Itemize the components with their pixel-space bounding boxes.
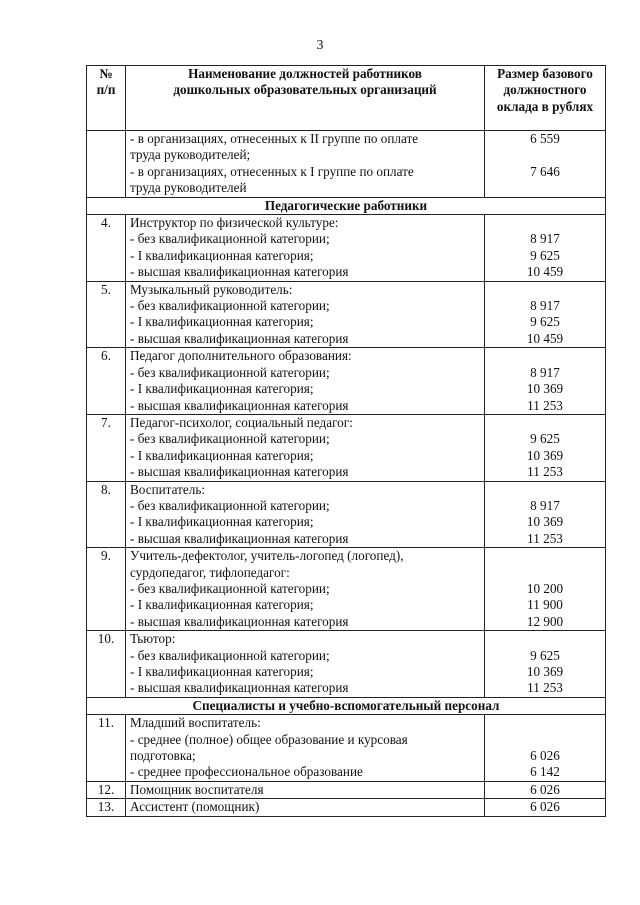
row-value: 9 625 [530, 647, 560, 663]
salary-table [86, 65, 606, 817]
row-number: 10. [87, 631, 126, 698]
row-value [489, 482, 601, 498]
row-value: 6 142 [530, 764, 560, 780]
row-value: 9 625 [530, 314, 560, 330]
row-value: 6 026 [530, 799, 560, 815]
row-line: - в организациях, отнесенных к I группе по оплате [130, 163, 414, 179]
header-position-name [126, 66, 485, 131]
row-salary [485, 781, 606, 798]
row-line: - высшая квалификационная категория [130, 264, 349, 280]
row-line: сурдопедагог, тифлопедагог: [130, 564, 290, 580]
row-salary [485, 631, 606, 698]
row-value: 7 646 [530, 163, 560, 179]
row-line: - без квалификационной категории; [130, 364, 330, 380]
row-value: 6 026 [530, 781, 560, 797]
section-title: Специалисты и учебно-вспомогательный персонал [87, 697, 606, 714]
row-salary [485, 799, 606, 816]
row-value [489, 715, 601, 731]
row-position-name [126, 414, 485, 481]
table-row [87, 414, 606, 481]
table-row [87, 781, 606, 798]
section-title: Педагогические работники [87, 197, 606, 214]
page-number: 3 [316, 38, 324, 53]
row-value [489, 180, 601, 196]
row-value: 10 459 [526, 330, 564, 346]
table-row [87, 631, 606, 698]
row-value: 10 200 [526, 580, 564, 596]
row-line: - высшая квалификационная категория [130, 613, 349, 629]
row-line: - I квалификационная категория; [130, 664, 314, 679]
row-position-name [126, 281, 485, 348]
row-position-name [126, 799, 485, 816]
header-number-line: п/п [96, 82, 116, 98]
row-line: труда руководителей; [130, 147, 251, 163]
row-value [489, 215, 601, 231]
row-position-name [126, 548, 485, 631]
row-line: Помощник воспитателя [130, 781, 264, 797]
row-value: 10 459 [526, 264, 564, 280]
row-value [489, 282, 601, 298]
row-line: Тьютор: [130, 631, 176, 647]
table-body [87, 131, 606, 817]
row-number: 6. [87, 348, 126, 415]
row-value: 6 026 [530, 748, 560, 764]
table-row [87, 215, 606, 282]
row-line: - I квалификационная категория; [130, 381, 314, 397]
row-value: 8 917 [530, 364, 560, 380]
header-name-line: дошкольных образовательных организаций [173, 82, 437, 98]
row-line: - I квалификационная категория; [130, 247, 314, 263]
row-position-name [126, 481, 485, 548]
row-line: труда руководителей [130, 180, 247, 196]
row-salary [485, 348, 606, 415]
row-line: - среднее (полное) общее образование и курсовая [130, 731, 408, 747]
row-line: - I квалификационная категория; [130, 447, 314, 463]
header-salary-line: оклада в рублях [496, 98, 594, 114]
row-value: 11 900 [527, 597, 563, 613]
row-line: - без квалификационной категории; [130, 298, 330, 314]
row-value: 10 369 [526, 381, 564, 397]
row-value: 11 253 [527, 464, 563, 480]
header-number [87, 66, 126, 131]
header-salary [485, 66, 606, 131]
row-line: - без квалификационной категории; [130, 431, 330, 447]
header-number-line: № [99, 66, 113, 81]
row-line: - высшая квалификационная категория [130, 330, 349, 346]
row-value: 9 625 [530, 431, 560, 447]
row-salary [485, 414, 606, 481]
row-value [489, 732, 601, 748]
row-value: 9 625 [530, 247, 560, 263]
row-line: Педагог-психолог, социальный педагог: [130, 414, 353, 430]
row-position-name [126, 715, 485, 782]
row-line: - высшая квалификационная категория [130, 680, 349, 696]
row-position-name [126, 215, 485, 282]
header-salary-line: должностного [503, 82, 587, 98]
row-line: Музыкальный руководитель: [130, 281, 293, 297]
row-salary [485, 481, 606, 548]
row-value: 10 369 [526, 664, 564, 679]
row-value: 10 369 [526, 447, 564, 463]
table-row-continuation [87, 131, 606, 198]
row-number: 9. [87, 548, 126, 631]
row-salary [485, 281, 606, 348]
row-value [489, 548, 601, 564]
row-line: - без квалификационной категории; [130, 580, 330, 596]
row-number: 11. [87, 715, 126, 782]
row-line: Ассистент (помощник) [130, 799, 260, 815]
row-value: 8 917 [530, 497, 560, 513]
table-row [87, 715, 606, 782]
row-position-name [126, 781, 485, 798]
row-value [489, 147, 601, 163]
header-name-line: Наименование должностей работников [188, 66, 422, 81]
row-number: 7. [87, 414, 126, 481]
row-value: 11 253 [527, 530, 563, 546]
row-line: - в организациях, отнесенных к II группе по оплате [130, 131, 419, 146]
row-line: - высшая квалификационная категория [130, 530, 349, 546]
row-number: 4. [87, 215, 126, 282]
header-salary-line: Размер базового [497, 66, 593, 81]
table-row [87, 799, 606, 816]
row-line: подготовка; [130, 748, 196, 764]
section-row [87, 697, 606, 714]
row-line: - высшая квалификационная категория [130, 464, 349, 480]
row-value [489, 348, 601, 364]
row-salary [485, 215, 606, 282]
table-row [87, 348, 606, 415]
row-value: 11 253 [527, 680, 563, 696]
row-value: 11 253 [527, 397, 563, 413]
row-line: - без квалификационной категории; [130, 647, 330, 663]
row-number: 13. [87, 799, 126, 816]
table-row [87, 281, 606, 348]
row-number: 5. [87, 281, 126, 348]
row-line: Учитель-дефектолог, учитель-логопед (логопед), [130, 548, 404, 564]
row-number: 12. [87, 781, 126, 798]
row-value: 8 917 [530, 298, 560, 314]
row-line: - I квалификационная категория; [130, 597, 314, 613]
row-value: 8 917 [530, 231, 560, 247]
row-value: 12 900 [526, 613, 564, 629]
table-header-row [87, 66, 606, 131]
row-position-name [126, 131, 485, 198]
row-line: - среднее профессиональное образование [130, 764, 363, 780]
table-row [87, 481, 606, 548]
table-row [87, 548, 606, 631]
section-row [87, 197, 606, 214]
row-position-name [126, 631, 485, 698]
row-value: 10 369 [526, 514, 564, 530]
row-salary [485, 715, 606, 782]
row-salary [485, 548, 606, 631]
row-value: 6 559 [530, 131, 560, 146]
row-line: - высшая квалификационная категория [130, 397, 349, 413]
row-line: - I квалификационная категория; [130, 514, 314, 530]
row-number [87, 131, 126, 198]
row-line: Младший воспитатель: [130, 715, 261, 731]
row-value [489, 631, 601, 647]
row-line: Инструктор по физической культуре: [130, 215, 339, 231]
row-position-name [126, 348, 485, 415]
row-number: 8. [87, 481, 126, 548]
row-salary [485, 131, 606, 198]
row-line: Воспитатель: [130, 481, 205, 497]
row-line: - без квалификационной категории; [130, 497, 330, 513]
row-line: - без квалификационной категории; [130, 231, 330, 247]
row-value [489, 565, 601, 581]
row-value [489, 415, 601, 431]
row-line: - I квалификационная категория; [130, 314, 314, 330]
row-line: Педагог дополнительного образования: [130, 348, 352, 364]
